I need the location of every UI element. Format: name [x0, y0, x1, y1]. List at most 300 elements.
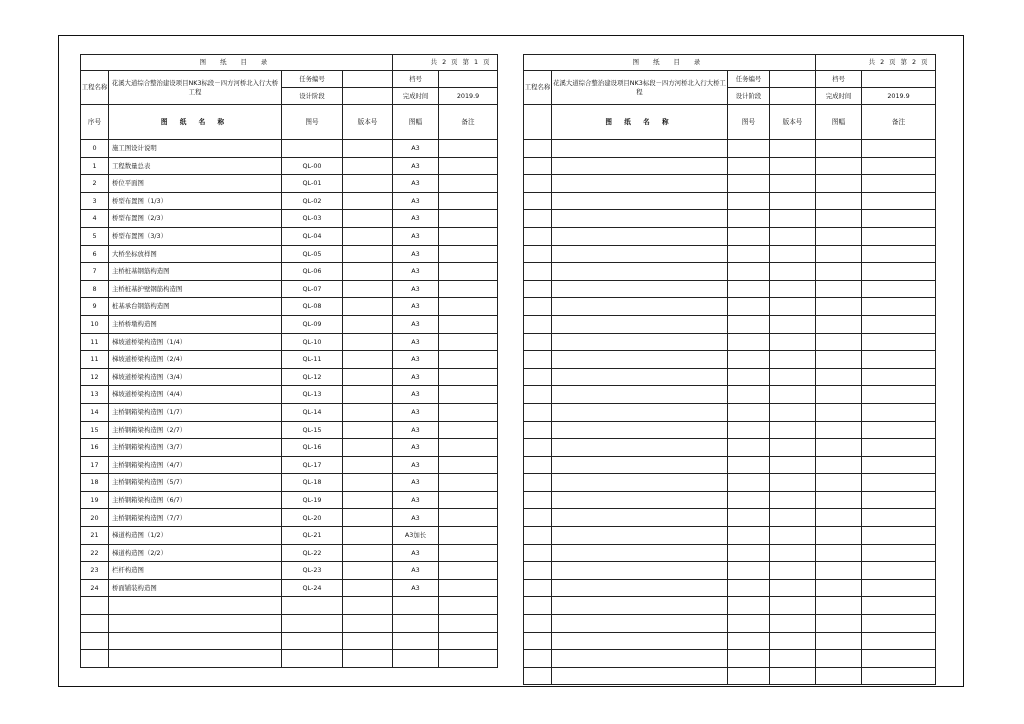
- row-seq: 23: [81, 562, 109, 580]
- row-seq: 4: [81, 210, 109, 228]
- row-version: [343, 403, 393, 421]
- row-remark: [439, 491, 498, 509]
- row-drawing-name: 桥位平面图: [109, 175, 282, 193]
- row-seq: 16: [81, 439, 109, 457]
- row-drawing-name: [552, 421, 728, 439]
- table-row: [81, 615, 498, 633]
- row-drawing-name: 主桥钢箱梁构造图（7/7）: [109, 509, 282, 527]
- row-size: A3: [393, 456, 439, 474]
- row-remark: [439, 351, 498, 369]
- row-size: A3: [393, 315, 439, 333]
- row-seq: 11: [81, 351, 109, 369]
- row-version: [343, 597, 393, 615]
- row-drawing-name: 主桥钢箱梁构造图（6/7）: [109, 491, 282, 509]
- row-remark: [862, 632, 936, 650]
- row-drawing-name: 桩基承台钢筋构造图: [109, 298, 282, 316]
- row-version: [770, 333, 816, 351]
- task-no-value: [343, 71, 393, 88]
- row-remark: [439, 280, 498, 298]
- row-remark: [862, 579, 936, 597]
- row-seq: [524, 351, 552, 369]
- row-version: [343, 615, 393, 633]
- row-drawing-no: [728, 667, 770, 685]
- row-size: A3: [393, 140, 439, 158]
- row-seq: 2: [81, 175, 109, 193]
- table-row: [81, 315, 498, 333]
- row-seq: [524, 544, 552, 562]
- row-remark: [439, 157, 498, 175]
- row-size: A3: [393, 474, 439, 492]
- row-remark: [439, 615, 498, 633]
- row-size: A3: [393, 579, 439, 597]
- project-label: 工程名称: [81, 71, 109, 105]
- row-remark: [862, 192, 936, 210]
- table-row: [524, 579, 936, 597]
- table-row: [524, 333, 936, 351]
- row-version: [343, 227, 393, 245]
- table-row: [81, 333, 498, 351]
- row-remark: [862, 280, 936, 298]
- header-name: 图 纸 名 称: [552, 105, 728, 140]
- row-size: A3: [393, 439, 439, 457]
- row-remark: [862, 175, 936, 193]
- row-drawing-no: [282, 597, 343, 615]
- row-drawing-name: [552, 227, 728, 245]
- table-row: [81, 421, 498, 439]
- row-remark: [439, 650, 498, 668]
- row-drawing-no: [728, 421, 770, 439]
- row-drawing-name: 主桥钢箱梁构造图（5/7）: [109, 474, 282, 492]
- row-remark: [439, 562, 498, 580]
- row-remark: [439, 474, 498, 492]
- row-version: [770, 667, 816, 685]
- row-version: [343, 562, 393, 580]
- row-version: [343, 491, 393, 509]
- row-drawing-name: [109, 615, 282, 633]
- row-drawing-name: 梯坡道桥梁构造图（3/4）: [109, 368, 282, 386]
- row-version: [770, 544, 816, 562]
- row-drawing-no: [728, 650, 770, 668]
- row-seq: [81, 650, 109, 668]
- table-row: [524, 140, 936, 158]
- row-drawing-name: 主桥钢箱梁构造图（2/7）: [109, 421, 282, 439]
- row-drawing-name: [552, 315, 728, 333]
- row-drawing-name: 主桥钢箱梁构造图（4/7）: [109, 456, 282, 474]
- row-version: [770, 386, 816, 404]
- row-size: A3: [393, 298, 439, 316]
- row-drawing-no: QL-20: [282, 509, 343, 527]
- table-row: [524, 562, 936, 580]
- row-drawing-no: [728, 157, 770, 175]
- row-size: [816, 333, 862, 351]
- row-size: [816, 227, 862, 245]
- row-drawing-no: QL-16: [282, 439, 343, 457]
- row-drawing-no: QL-03: [282, 210, 343, 228]
- table-row: [524, 157, 936, 175]
- table-row: [81, 210, 498, 228]
- header-size: 图幅: [393, 105, 439, 140]
- row-seq: [524, 263, 552, 281]
- project-label: 工程名称: [524, 71, 552, 105]
- row-drawing-name: [109, 650, 282, 668]
- row-drawing-name: 工程数量总表: [109, 157, 282, 175]
- row-remark: [439, 421, 498, 439]
- row-version: [770, 175, 816, 193]
- row-remark: [439, 192, 498, 210]
- row-drawing-name: [552, 579, 728, 597]
- row-seq: [524, 140, 552, 158]
- row-remark: [439, 227, 498, 245]
- row-version: [343, 544, 393, 562]
- row-drawing-no: [728, 615, 770, 633]
- row-version: [770, 474, 816, 492]
- row-seq: 21: [81, 527, 109, 545]
- row-seq: 0: [81, 140, 109, 158]
- row-size: A3: [393, 403, 439, 421]
- row-version: [770, 491, 816, 509]
- finish-label: 完成时间: [393, 88, 439, 105]
- row-version: [343, 315, 393, 333]
- row-size: [816, 192, 862, 210]
- row-size: [816, 403, 862, 421]
- row-drawing-no: QL-13: [282, 386, 343, 404]
- row-drawing-name: [552, 509, 728, 527]
- table-row: [81, 509, 498, 527]
- row-seq: [524, 192, 552, 210]
- table-row: [81, 579, 498, 597]
- row-drawing-name: 施工图设计说明: [109, 140, 282, 158]
- row-size: A3: [393, 175, 439, 193]
- table-row: [81, 368, 498, 386]
- row-drawing-name: 桥型布置图（3/3）: [109, 227, 282, 245]
- table-row: [81, 280, 498, 298]
- row-drawing-no: [728, 192, 770, 210]
- row-version: [770, 579, 816, 597]
- row-size: [816, 650, 862, 668]
- row-drawing-name: 桥型布置图（2/3）: [109, 210, 282, 228]
- row-version: [343, 474, 393, 492]
- design-stage-value: [770, 88, 816, 105]
- row-drawing-name: 栏杆构造图: [109, 562, 282, 580]
- row-seq: [524, 157, 552, 175]
- row-size: [816, 280, 862, 298]
- row-drawing-name: [552, 368, 728, 386]
- row-seq: [524, 333, 552, 351]
- row-remark: [439, 509, 498, 527]
- row-drawing-name: [552, 527, 728, 545]
- row-drawing-no: [728, 175, 770, 193]
- row-size: A3: [393, 192, 439, 210]
- archive-label: 档号: [816, 71, 862, 88]
- row-version: [343, 351, 393, 369]
- row-size: [393, 650, 439, 668]
- row-drawing-name: [552, 192, 728, 210]
- row-version: [770, 245, 816, 263]
- row-seq: [524, 597, 552, 615]
- row-drawing-no: [728, 403, 770, 421]
- row-drawing-no: [728, 386, 770, 404]
- row-seq: 14: [81, 403, 109, 421]
- archive-value: [439, 71, 498, 88]
- row-drawing-no: [728, 245, 770, 263]
- table-row: [81, 175, 498, 193]
- row-drawing-no: [728, 368, 770, 386]
- row-remark: [439, 456, 498, 474]
- table-row: [81, 544, 498, 562]
- table-row: [81, 157, 498, 175]
- row-size: [816, 175, 862, 193]
- row-remark: [862, 544, 936, 562]
- row-seq: [524, 175, 552, 193]
- row-remark: [862, 157, 936, 175]
- row-version: [343, 280, 393, 298]
- row-drawing-name: [552, 175, 728, 193]
- row-drawing-name: [552, 333, 728, 351]
- row-remark: [862, 474, 936, 492]
- row-drawing-no: QL-22: [282, 544, 343, 562]
- row-drawing-no: QL-08: [282, 298, 343, 316]
- row-drawing-no: QL-10: [282, 333, 343, 351]
- row-drawing-no: [728, 333, 770, 351]
- table-row: [524, 491, 936, 509]
- row-drawing-no: QL-21: [282, 527, 343, 545]
- row-remark: [439, 315, 498, 333]
- row-drawing-name: [552, 157, 728, 175]
- row-seq: [524, 667, 552, 685]
- row-size: A3加长: [393, 527, 439, 545]
- table-row: [524, 368, 936, 386]
- row-drawing-no: [728, 280, 770, 298]
- table-row: [81, 245, 498, 263]
- row-remark: [862, 439, 936, 457]
- row-drawing-name: 桥型布置图（1/3）: [109, 192, 282, 210]
- header-size: 图幅: [816, 105, 862, 140]
- row-seq: [524, 509, 552, 527]
- row-remark: [862, 403, 936, 421]
- design-stage-label: 设计阶段: [728, 88, 770, 105]
- row-size: [816, 298, 862, 316]
- row-version: [770, 527, 816, 545]
- row-drawing-name: [552, 615, 728, 633]
- row-seq: [524, 227, 552, 245]
- row-remark: [439, 245, 498, 263]
- table-row: [81, 140, 498, 158]
- table-row: [81, 439, 498, 457]
- header-remark: 备注: [862, 105, 936, 140]
- row-seq: 8: [81, 280, 109, 298]
- row-remark: [862, 351, 936, 369]
- row-seq: [81, 615, 109, 633]
- table-row: [81, 474, 498, 492]
- row-seq: [524, 368, 552, 386]
- table-row: [81, 527, 498, 545]
- row-remark: [862, 491, 936, 509]
- table-row: [524, 527, 936, 545]
- row-drawing-name: [552, 140, 728, 158]
- row-seq: 11: [81, 333, 109, 351]
- row-version: [343, 333, 393, 351]
- row-drawing-name: [552, 263, 728, 281]
- row-size: [816, 351, 862, 369]
- row-remark: [862, 227, 936, 245]
- row-seq: [524, 245, 552, 263]
- row-remark: [862, 315, 936, 333]
- row-seq: [524, 386, 552, 404]
- row-remark: [862, 527, 936, 545]
- row-size: [816, 368, 862, 386]
- row-drawing-no: QL-06: [282, 263, 343, 281]
- row-drawing-no: QL-15: [282, 421, 343, 439]
- table-row: [524, 474, 936, 492]
- row-version: [343, 650, 393, 668]
- row-size: A3: [393, 421, 439, 439]
- row-drawing-no: [728, 210, 770, 228]
- row-size: [816, 667, 862, 685]
- table-row: [81, 192, 498, 210]
- row-drawing-name: [552, 210, 728, 228]
- row-seq: [524, 527, 552, 545]
- row-seq: 22: [81, 544, 109, 562]
- row-seq: [524, 579, 552, 597]
- header-drawing-no: 图号: [728, 105, 770, 140]
- row-size: A3: [393, 227, 439, 245]
- row-drawing-no: [728, 140, 770, 158]
- row-drawing-name: 主桥桩基钢筋构造图: [109, 263, 282, 281]
- row-drawing-no: QL-18: [282, 474, 343, 492]
- table-row: [524, 175, 936, 193]
- row-drawing-no: QL-04: [282, 227, 343, 245]
- row-drawing-no: [728, 315, 770, 333]
- row-seq: 3: [81, 192, 109, 210]
- row-seq: 18: [81, 474, 109, 492]
- row-seq: [524, 615, 552, 633]
- row-remark: [862, 263, 936, 281]
- row-remark: [862, 298, 936, 316]
- table-row: [81, 632, 498, 650]
- row-version: [770, 368, 816, 386]
- row-seq: 15: [81, 421, 109, 439]
- row-size: [816, 527, 862, 545]
- row-drawing-name: 梯坡道桥梁构造图（4/4）: [109, 386, 282, 404]
- table-row: [81, 351, 498, 369]
- row-seq: 10: [81, 315, 109, 333]
- row-drawing-no: QL-14: [282, 403, 343, 421]
- row-version: [770, 509, 816, 527]
- table-row: [81, 227, 498, 245]
- row-drawing-name: [552, 456, 728, 474]
- table-row: [524, 456, 936, 474]
- row-drawing-no: QL-11: [282, 351, 343, 369]
- row-seq: [524, 298, 552, 316]
- row-seq: [524, 421, 552, 439]
- row-drawing-no: [728, 439, 770, 457]
- row-version: [343, 157, 393, 175]
- row-remark: [439, 210, 498, 228]
- header-remark: 备注: [439, 105, 498, 140]
- row-size: [816, 245, 862, 263]
- row-version: [770, 403, 816, 421]
- row-seq: 24: [81, 579, 109, 597]
- row-version: [770, 632, 816, 650]
- row-size: A3: [393, 245, 439, 263]
- row-remark: [862, 509, 936, 527]
- row-drawing-name: 梯道构造图（1/2）: [109, 527, 282, 545]
- row-size: [816, 597, 862, 615]
- row-version: [770, 439, 816, 457]
- row-seq: 7: [81, 263, 109, 281]
- row-drawing-name: [109, 597, 282, 615]
- table-row: [524, 315, 936, 333]
- row-size: [393, 597, 439, 615]
- row-remark: [439, 632, 498, 650]
- row-seq: [524, 456, 552, 474]
- archive-label: 档号: [393, 71, 439, 88]
- row-size: A3: [393, 368, 439, 386]
- project-name: 花溪大道综合整治建设项目NK3标段－四方河桥北入行大桥工程: [109, 71, 282, 105]
- row-remark: [862, 245, 936, 263]
- row-seq: [524, 210, 552, 228]
- row-size: [816, 544, 862, 562]
- table-row: [524, 667, 936, 685]
- row-size: [393, 615, 439, 633]
- table-row: [524, 509, 936, 527]
- row-drawing-name: [552, 403, 728, 421]
- row-size: [816, 456, 862, 474]
- table-row: [524, 386, 936, 404]
- row-size: [816, 509, 862, 527]
- task-no-value: [770, 71, 816, 88]
- row-remark: [439, 368, 498, 386]
- row-seq: [524, 562, 552, 580]
- row-version: [343, 175, 393, 193]
- row-drawing-no: [728, 491, 770, 509]
- row-size: A3: [393, 280, 439, 298]
- row-size: A3: [393, 333, 439, 351]
- table-row: [524, 227, 936, 245]
- row-drawing-no: QL-02: [282, 192, 343, 210]
- row-drawing-no: [728, 544, 770, 562]
- row-remark: [439, 333, 498, 351]
- header-version: 版本号: [770, 105, 816, 140]
- row-remark: [439, 579, 498, 597]
- header-drawing-no: 图号: [282, 105, 343, 140]
- row-drawing-name: [552, 474, 728, 492]
- row-drawing-no: [282, 140, 343, 158]
- row-seq: 5: [81, 227, 109, 245]
- row-drawing-no: QL-17: [282, 456, 343, 474]
- row-remark: [439, 140, 498, 158]
- row-remark: [862, 368, 936, 386]
- row-seq: 19: [81, 491, 109, 509]
- row-version: [343, 456, 393, 474]
- row-drawing-no: QL-09: [282, 315, 343, 333]
- row-size: [393, 632, 439, 650]
- row-size: A3: [393, 157, 439, 175]
- row-drawing-no: [728, 263, 770, 281]
- row-size: A3: [393, 386, 439, 404]
- row-version: [343, 439, 393, 457]
- finish-date: 2019.9: [862, 88, 936, 105]
- row-drawing-name: [552, 597, 728, 615]
- table-row: [81, 386, 498, 404]
- row-drawing-no: [728, 597, 770, 615]
- row-drawing-name: 梯坡道桥梁构造图（2/4）: [109, 351, 282, 369]
- row-version: [343, 298, 393, 316]
- row-remark: [439, 175, 498, 193]
- row-seq: 17: [81, 456, 109, 474]
- table-row: [524, 403, 936, 421]
- page-info: 共 2 页 第 1 页: [393, 55, 498, 71]
